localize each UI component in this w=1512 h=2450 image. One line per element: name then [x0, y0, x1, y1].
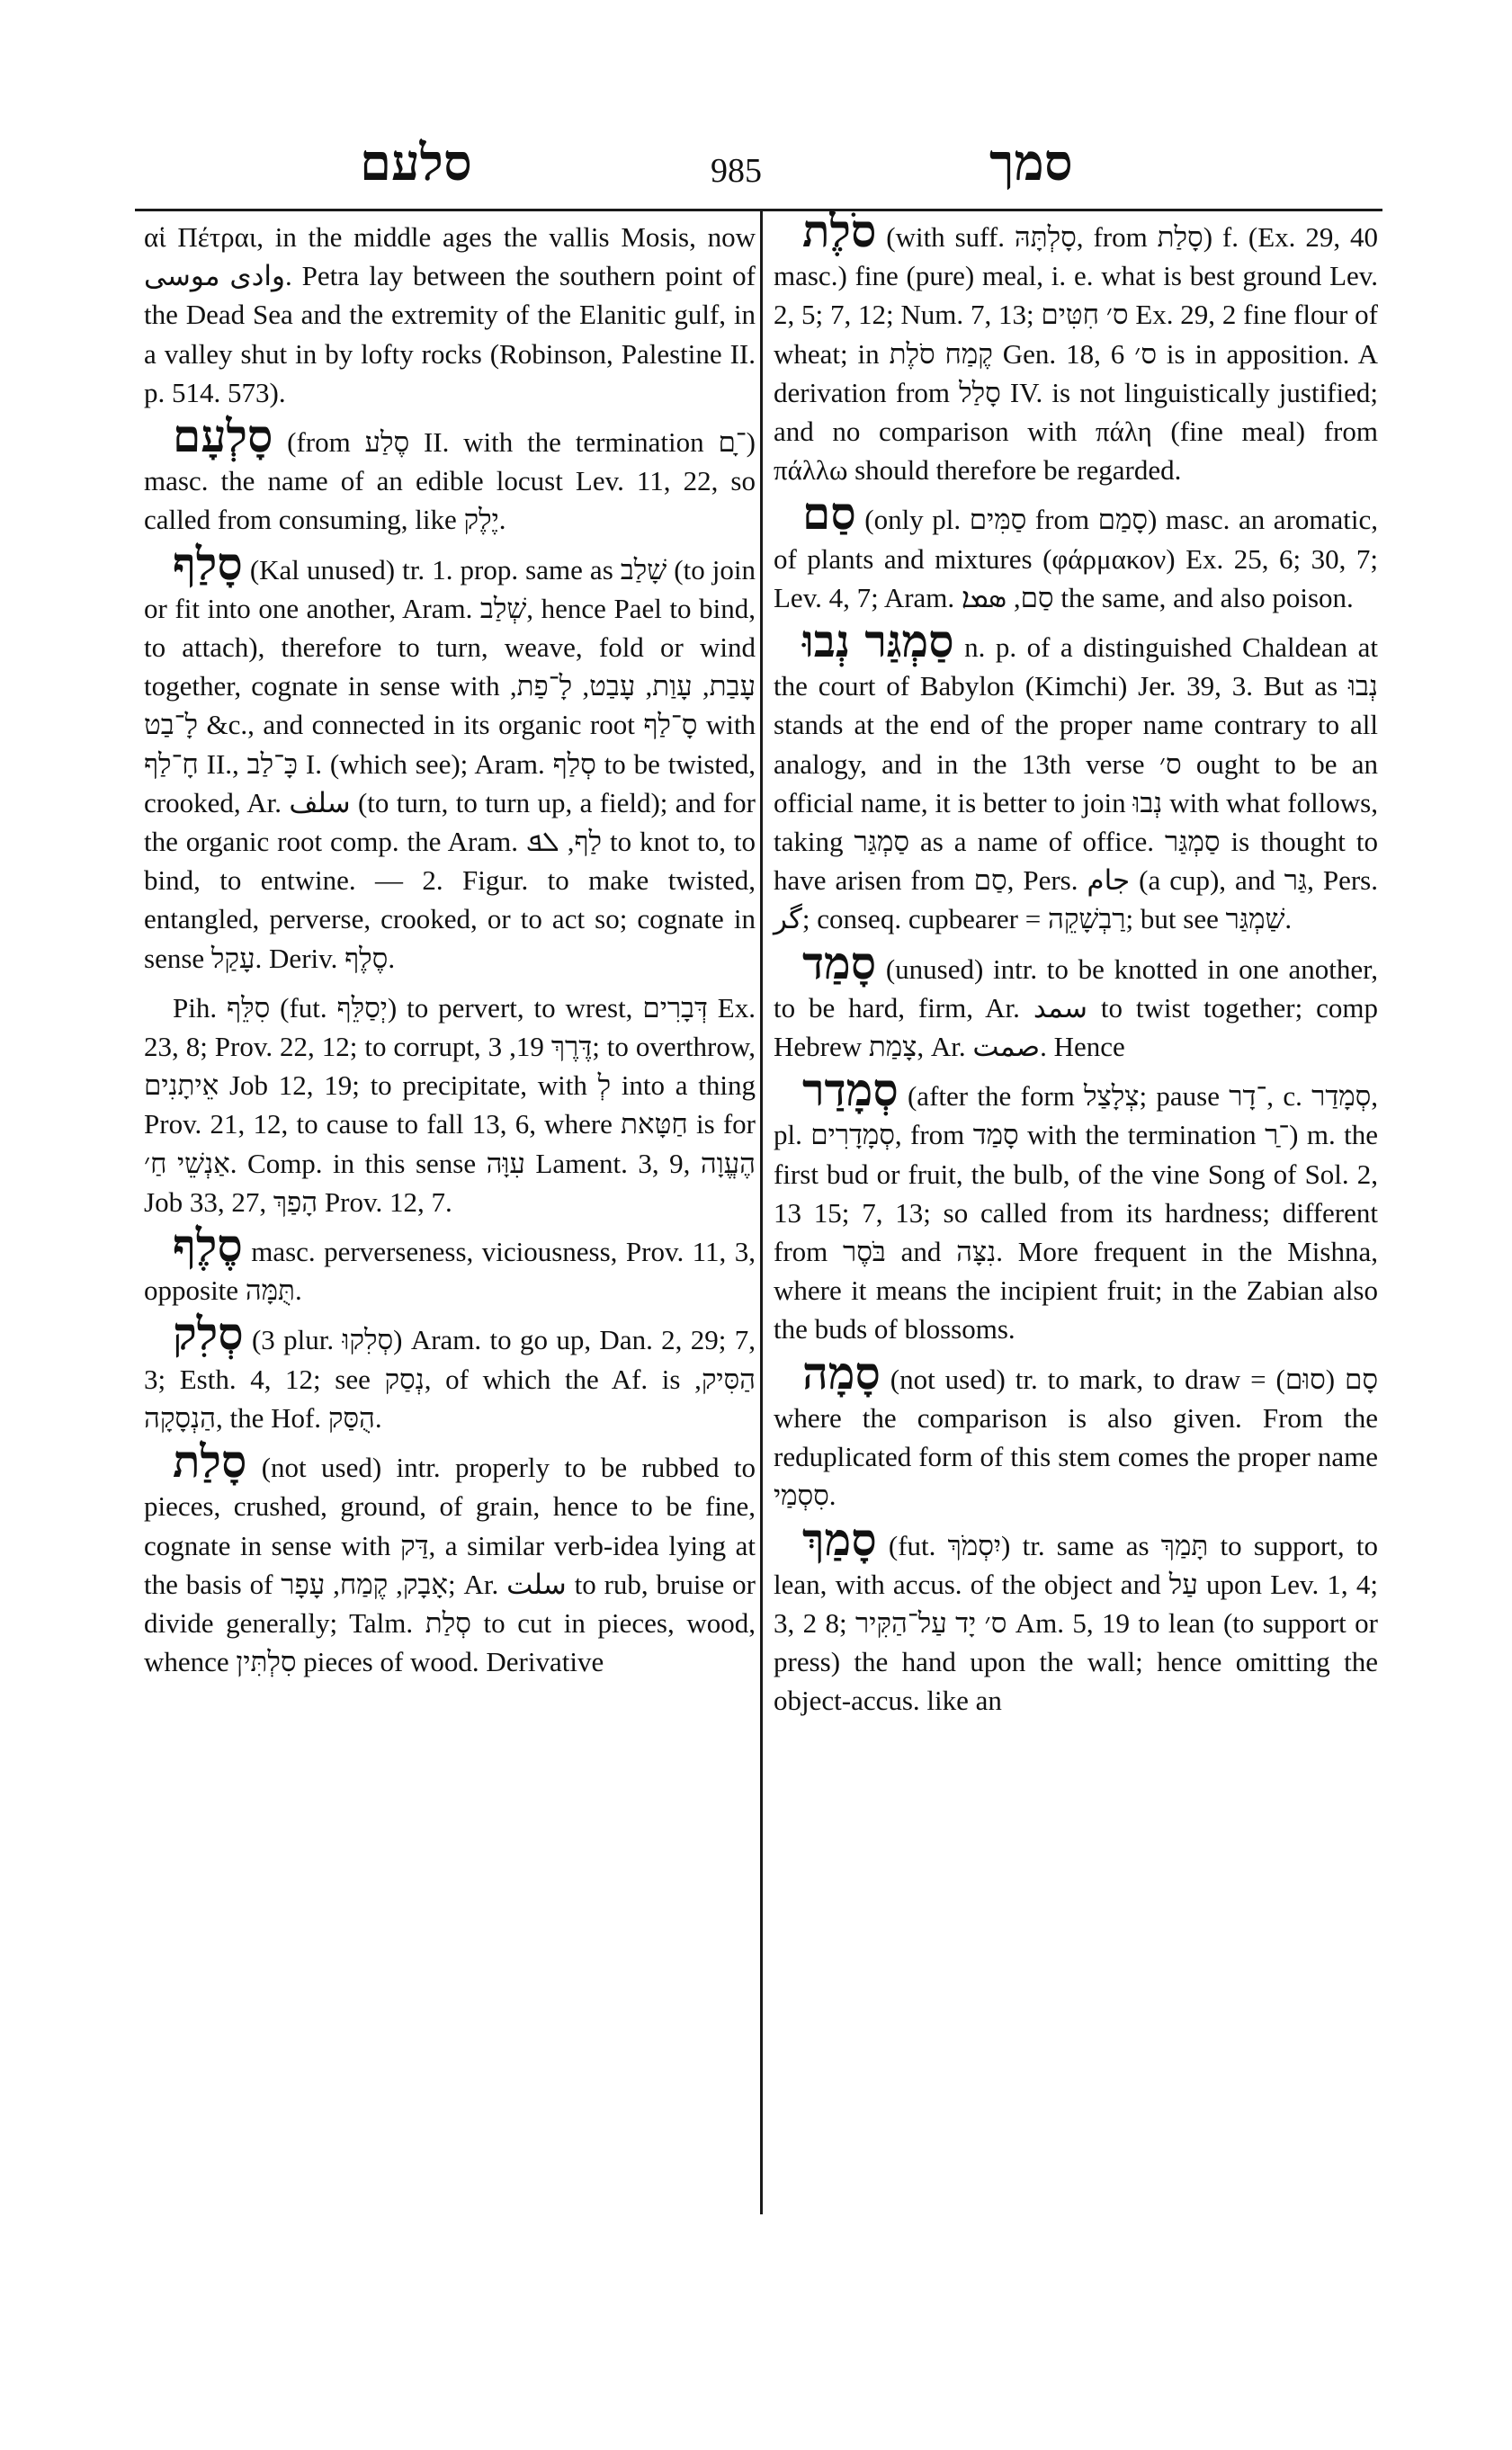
page-number: 985 [711, 152, 762, 190]
entry-text: (fut. יִסְמֹךְ) tr. same as תָּמַךְ to support, to lean, with accus. of the object and עַל upon Lev. 1, 4; 3, 2 8; ס׳ יָד עַל־הַקִּיר Am. 5, 19 to lean (to support or press) the hand upon the wall; hence omitting the object-accus. like an [774, 1529, 1378, 1717]
headword: סָלְעָם [173, 411, 273, 462]
entry-text: n. p. of a distinguished Chaldean at the court of Babylon (Kimchi) Jer. 39, 3. But as נְבוּ stands at the end of the proper name contrary to all analogy, and in the 13th verse ס׳ ought to be an official name, it is better to join נְבוּ with what follows, taking סַמְגַּר as a name of office. סַמְגַּר is thought to have arisen from סַם, Pers. جام (a cup), and גַּר, Pers. گر; conseq. cupbearer = רַבְשָׁקֵה; but see שַׁמְגַּר. [774, 631, 1378, 935]
entry-text: αἱ Πέτραι, in the middle ages the vallis Mosis, now وادى موسى. Petra lay between the southern point of the Dead Sea and the extremity of the Elanitic gulf, in a valley shut in by lofty rocks (Robinson, Palestine II. p. 514. 573). [144, 221, 756, 408]
entry-samgar-nebo [774, 616, 1378, 939]
right-column [774, 206, 1379, 1731]
header-rule [135, 209, 1382, 211]
headword: סָמַךְ [802, 1514, 877, 1565]
running-head-first-word: סלעם [360, 136, 472, 192]
entry-text: (Kal unused) tr. 1. prop. same as שָׁלַב (to join or fit into one another, Aram. שְׁלַב, hence Pael to bind, to attach), therefore to turn, weave, fold or wind together, cognate in sense with עָבַת, עָוַת, עָבַט, לָ־פַת, לָ־בַט &c., and connected in its organic root סָ־לַף with חָ־לַף II., כָּ־לַב I. (which see); Aram. סְלַף to be twisted, crooked, Ar. سلف (to turn, to turn up, a field); and for the organic root comp. the Aram. לַף, ܠܦ to knot to, to bind, to entwine. — 2. Figur. to make twisted, entangled, perverse, crooked, or to act so; cognate in sense עָקַל. Deriv. סֶלֶף. [144, 553, 756, 974]
entry-text: (3 plur. סְלִקוּ) Aram. to go up, Dan. 2, 29; 7, 3; Esth. 4, 12; see נְסַק, of which the Af. is הַסִּיק, הַנְסָקָה, the Hof. הֻסַּק. [144, 1324, 756, 1434]
headword: סַמְגַּר נְבוּ [802, 616, 954, 667]
entry-text: Pih. סִלֵּף (fut. יְסַלֵּף) to pervert, to wrest, דְּבָרִים Ex. 23, 8; Prov. 22, 12; to corrupt, דֶּרֶךְ 19, 3; to overthrow, אֵיתָנִים Job 12, 19; to precipitate, with לְ into a thing Prov. 21, 12, to cause to fall 13, 6, where חַטָּאת is for אַנְשֵׁי חַ׳. Comp. in this sense עִוָּה Lament. 3, 9, הֶעֱוָה Job 33, 27, הָפַךְ Prov. 12, 7. [144, 991, 756, 1218]
entry-seleph [144, 1221, 756, 1310]
headword: סַם [802, 488, 856, 540]
entry-soleth [774, 206, 1379, 489]
headword: סָמַד [802, 937, 877, 988]
entry-text: (unused) intr. to be knotted in one another, to be hard, firm, Ar. سمد to twist together; comp Hebrew צָמַת, Ar. صمت. Hence [774, 952, 1378, 1063]
entry-salath [144, 1436, 756, 1681]
entry-samakh [774, 1514, 1378, 1721]
entry-text: (only pl. סַמִּים from סָמַם) masc. an aromatic, of plants and mixtures (φάρμακον) Ex. 25, 6; 30, 7; Lev. 4, 7; Aram. סַם, ܣܡܐ the same, and also poison. [774, 504, 1378, 613]
entry-samah [774, 1347, 1379, 1516]
entry-text: (not used) tr. to mark, to draw = סָם (סוּם) where the comparison is also given. From the reduplicated form of this stem comes the proper name סִסְמַי. [774, 1363, 1379, 1512]
entry-text: (from סֶלַע II. with the termination ־ָם) masc. the name of an edible locust Lev. 11, 22, so called from consuming, like יֶלֶק. [144, 426, 756, 536]
entry-salaq [144, 1309, 756, 1437]
entry-text: (after the form צְלָצַל; pause ־דָר, c. סְמָדַר, pl. סְמָדָרִים, from סָמַד with the termination ־ַר) m. the first bud or fruit, the bulb, of the vine Song of Sol. 2, 13 15; 7, 13; so called from its hardness; different from בֹּסֶר and נִצָּה. More frequent in the Mishna, where it means the incipient fruit; in the Zabian also the buds of blossoms. [774, 1080, 1379, 1346]
entry-continuation [144, 218, 756, 412]
left-column [144, 218, 756, 1692]
running-head-last-word: סמך [989, 136, 1073, 192]
entry-text: (not used) intr. properly to be rubbed to pieces, crushed, ground, of grain, hence to be fine, cognate in sense with דַּק, a similar verb-idea lying at the basis of אָבָק, קֶמַח, עָפָר; Ar. سلت to rub, bruise or divide generally; Talm. סְלַת to cut in pieces, wood, whence סִלְתִּין pieces of wood. Derivative [144, 1452, 756, 1678]
headword: סָלַף [173, 538, 243, 589]
entry-text: (with suff. סָלְתָּהּ, from סָלַת) f. (Ex. 29, 40 masc.) fine (pure) meal, i. e. what is best ground Lev. 2, 5; 7, 12; Num. 7, 13; ס׳ חִטִּים Ex. 29, 2 fine flour of wheat; in קֶמַח סֹלֶת Gen. 18, 6 ס׳ is in apposition. A derivation from סָלַל IV. is not linguistically justified; and no comparison with πάλη (fine meal) from πάλλω should therefore be regarded. [774, 221, 1379, 487]
headword: סֹלֶת [802, 206, 877, 256]
entry-sam [774, 488, 1378, 617]
entry-salaph [144, 538, 756, 978]
entry-salaph-piel [144, 988, 756, 1221]
headword: סֶלֶף [173, 1221, 243, 1272]
column-divider [760, 210, 763, 2214]
entry-semadar [774, 1065, 1379, 1348]
headword: סָלַת [173, 1436, 247, 1488]
headword: סָמָה [802, 1347, 881, 1399]
entry-samad [774, 937, 1378, 1067]
entry-text: masc. perverseness, viciousness, Prov. 11, 3, opposite תֻּמָּה. [144, 1236, 756, 1307]
headword: סְמָדַר [802, 1065, 899, 1116]
headword: סְלִק [173, 1309, 244, 1360]
entry-salam [144, 411, 756, 540]
page-header [135, 135, 1385, 198]
